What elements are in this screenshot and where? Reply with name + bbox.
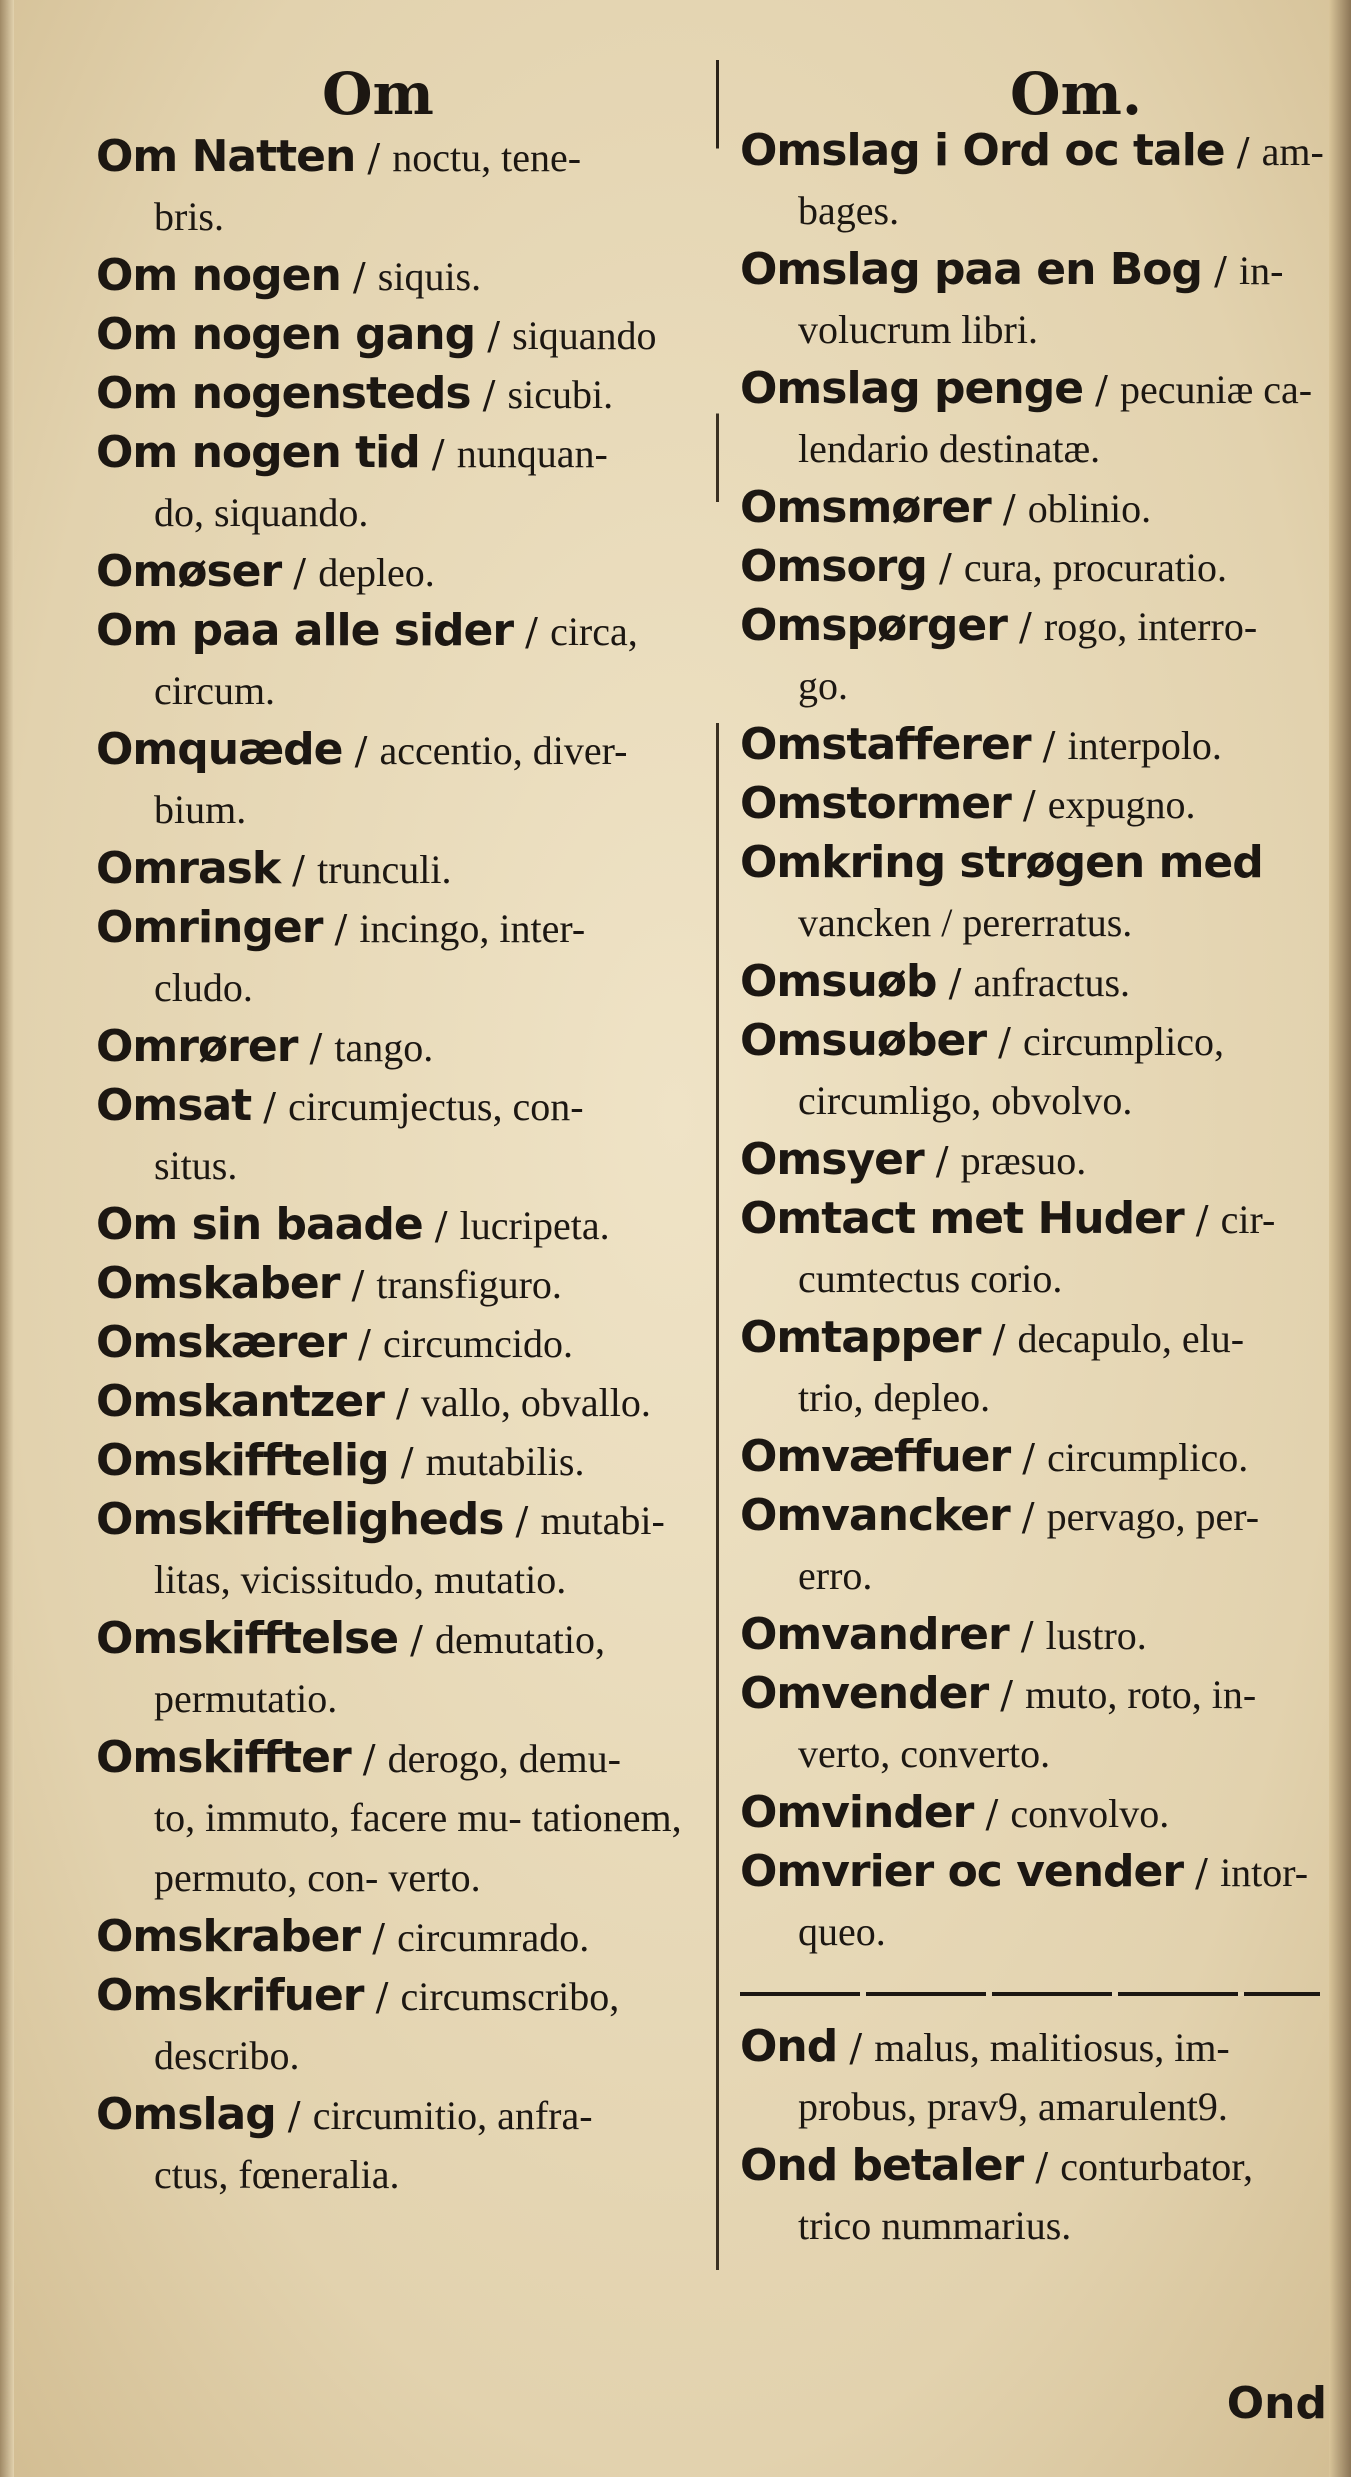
entry-continuation: describo. — [154, 2033, 300, 2078]
running-head-right: Om. — [1010, 60, 1143, 128]
dictionary-entry — [740, 1843, 1332, 1962]
dictionary-entry — [740, 122, 1332, 241]
catchword: Ond — [1226, 2378, 1327, 2429]
entry-definition: accentio, diver- — [379, 728, 628, 773]
entry-headword: Om Natten — [96, 131, 356, 182]
entry-continuation: cumtectus corio. — [798, 1256, 1063, 1301]
entry-definition: expugno. — [1047, 782, 1196, 827]
entry-continuation: trico nummarius. — [798, 2203, 1072, 2248]
entry-headword: Omringer — [96, 902, 323, 953]
entry-definition: circumrado. — [397, 1915, 590, 1960]
entry-continuation: vancken / pererratus. — [798, 900, 1133, 945]
entry-definition: interpolo. — [1067, 723, 1222, 768]
page-edge-right — [1329, 0, 1351, 2477]
entry-separator: / — [280, 848, 318, 892]
entry-definition: præsuo. — [960, 1138, 1087, 1183]
entry-headword: Ond betaler — [740, 2140, 1024, 2191]
entry-headword: Omskiffteligheds — [96, 1494, 504, 1545]
entry-definition: lustro. — [1045, 1613, 1147, 1658]
left-column — [96, 128, 708, 2205]
dictionary-entry — [96, 365, 708, 424]
dictionary-entry — [740, 1309, 1332, 1428]
entry-separator: / — [1006, 605, 1044, 649]
entry-definition: vallo, obvallo. — [420, 1380, 651, 1425]
entry-separator: / — [1201, 249, 1239, 293]
entry-definition: in- — [1238, 248, 1284, 293]
entry-separator: / — [470, 373, 508, 417]
entry-headword: Omsyer — [740, 1134, 924, 1185]
dictionary-entry — [96, 1314, 708, 1373]
entry-separator: / — [1183, 1198, 1221, 1242]
entry-headword: Omskrifuer — [96, 1970, 364, 2021]
entry-headword: Omstormer — [740, 778, 1011, 829]
entry-continuation: circum. — [154, 668, 276, 713]
entry-definition: siquando — [512, 313, 657, 358]
entry-separator: / — [973, 1792, 1011, 1836]
entry-headword: Omvandrer — [740, 1609, 1009, 1660]
entry-continuation: go. — [798, 663, 848, 708]
entry-definition: cir- — [1220, 1197, 1276, 1242]
dictionary-entry — [96, 424, 708, 543]
entry-continuation: erro. — [798, 1553, 873, 1598]
entry-separator: / — [422, 1204, 460, 1248]
entry-definition: demutatio, — [435, 1617, 605, 1662]
dictionary-entry — [96, 602, 708, 721]
entry-headword: Om nogensteds — [96, 368, 471, 419]
entry-definition: muto, roto, in- — [1025, 1672, 1257, 1717]
entry-separator: / — [1083, 368, 1120, 412]
entry-continuation: circumligo, obvolvo. — [798, 1078, 1133, 1123]
entry-separator: / — [936, 961, 974, 1005]
entry-headword: Omskifftelse — [96, 1613, 399, 1664]
entry-headword: Omtapper — [740, 1312, 981, 1363]
entry-definition: transfiguro. — [376, 1262, 562, 1307]
entry-separator: / — [1010, 783, 1048, 827]
entry-headword: Omsat — [96, 1080, 252, 1131]
entry-headword: Omstafferer — [740, 719, 1031, 770]
entry-headword: Omslag — [96, 2089, 276, 2140]
entry-headword: Omvrier oc vender — [740, 1846, 1184, 1897]
dictionary-entry — [96, 1255, 708, 1314]
entry-continuation: probus, prav9, amarulent9. — [798, 2084, 1228, 2129]
dictionary-entry — [740, 834, 1332, 953]
entry-headword: Om paa alle sider — [96, 605, 514, 656]
entry-headword: Omsorg — [740, 541, 927, 592]
entry-headword: Omtact met Huder — [740, 1193, 1184, 1244]
entry-separator: / — [398, 1618, 436, 1662]
entry-continuation: bages. — [798, 188, 900, 233]
entry-definition: mutabi- — [540, 1498, 665, 1543]
dictionary-entry — [740, 953, 1332, 1012]
entry-definition: circumcido. — [383, 1321, 573, 1366]
entry-continuation: verto, converto. — [798, 1731, 1051, 1776]
entry-definition: siquis. — [377, 254, 482, 299]
dictionary-entry — [740, 360, 1332, 479]
entry-separator: / — [837, 2026, 875, 2070]
entry-continuation: cludo. — [154, 965, 253, 1010]
dictionary-entry — [96, 899, 708, 1018]
entry-separator: / — [355, 136, 393, 180]
entry-headword: Omquæde — [96, 724, 343, 775]
dictionary-entry — [96, 1373, 708, 1432]
entry-separator: / — [1224, 130, 1262, 174]
entry-definition: malus, malitiosus, im- — [874, 2025, 1230, 2070]
entry-headword: Omøser — [96, 546, 282, 597]
dictionary-entry — [740, 1012, 1332, 1131]
entry-headword: Omrører — [96, 1021, 298, 1072]
entry-headword: Omskifftelig — [96, 1435, 389, 1486]
entry-continuation: trio, depleo. — [798, 1375, 991, 1420]
dictionary-entry — [96, 1196, 708, 1255]
entry-continuation: ctus, fœneralia. — [154, 2152, 400, 2197]
dictionary-entry — [96, 543, 708, 602]
entry-definition: anfractus. — [973, 960, 1131, 1005]
entry-separator: / — [419, 432, 457, 476]
entry-definition: rogo, interro- — [1043, 604, 1258, 649]
dictionary-entry — [96, 840, 708, 899]
entry-continuation: to, immuto, facere mu- tationem, permuto, con- verto. — [154, 1795, 682, 1900]
dictionary-entry — [740, 2137, 1332, 2256]
entry-headword: Omskantzer — [96, 1376, 384, 1427]
entry-separator: / — [297, 1026, 335, 1070]
entry-headword: Om nogen — [96, 250, 341, 301]
dictionary-entry — [96, 721, 708, 840]
entry-definition: circumitio, anfra- — [312, 2093, 593, 2138]
dictionary-entry — [96, 1018, 708, 1077]
entry-definition: circumscribo, — [400, 1974, 620, 2019]
entry-definition: sicubi. — [507, 372, 614, 417]
entry-definition: convolvo. — [1010, 1791, 1170, 1836]
entry-separator: / — [251, 1085, 289, 1129]
entry-headword: Omslag paa en Bog — [740, 244, 1202, 295]
entry-separator: / — [383, 1381, 421, 1425]
entry-headword: Omskraber — [96, 1911, 361, 1962]
entry-definition: trunculi. — [317, 847, 452, 892]
entry-headword: Omskaber — [96, 1258, 340, 1309]
entry-separator: / — [1009, 1495, 1047, 1539]
entry-separator: / — [281, 551, 319, 595]
entry-separator: / — [342, 729, 380, 773]
entry-headword: Om sin baade — [96, 1199, 423, 1250]
dictionary-entry — [96, 306, 708, 365]
entry-headword: Omsuøber — [740, 1015, 987, 1066]
entry-separator: / — [1010, 1436, 1048, 1480]
entry-definition: incingo, inter- — [359, 906, 586, 951]
dictionary-entry — [740, 538, 1332, 597]
dictionary-entry — [740, 1606, 1332, 1665]
running-head-left: Om — [322, 60, 434, 128]
entry-definition: lucripeta. — [459, 1203, 610, 1248]
dictionary-entry — [740, 597, 1332, 716]
entry-continuation: lendario destinatæ. — [798, 426, 1101, 471]
entry-continuation: litas, vicissitudo, mutatio. — [154, 1557, 567, 1602]
entry-continuation: bium. — [154, 787, 247, 832]
dictionary-entry — [740, 241, 1332, 360]
entry-headword: Omsuøb — [740, 956, 937, 1007]
entry-separator: / — [1008, 1614, 1046, 1658]
entry-separator: / — [322, 907, 360, 951]
column-divider — [716, 60, 719, 2270]
entry-headword: Omslag i Ord oc tale — [740, 125, 1225, 176]
entry-separator: / — [980, 1317, 1018, 1361]
entry-separator: / — [923, 1139, 961, 1183]
entry-separator: / — [388, 1440, 426, 1484]
entry-definition: noctu, tene- — [392, 135, 582, 180]
section-rule — [740, 1992, 1320, 1996]
entry-separator: / — [513, 610, 551, 654]
entry-headword: Omvæffuer — [740, 1431, 1011, 1482]
page-edge-left — [0, 0, 14, 2477]
entry-headword: Ond — [740, 2021, 838, 2072]
right-column — [740, 122, 1332, 2256]
entry-separator: / — [988, 1673, 1026, 1717]
entry-separator: / — [990, 487, 1028, 531]
dictionary-entry — [740, 1784, 1332, 1843]
entry-separator: / — [1030, 724, 1068, 768]
entry-separator: / — [339, 1263, 377, 1307]
entry-separator: / — [360, 1916, 398, 1960]
entry-definition: circumplico, — [1023, 1019, 1225, 1064]
entry-separator: / — [350, 1737, 388, 1781]
entry-headword: Omvancker — [740, 1490, 1010, 1541]
entry-separator: / — [1023, 2145, 1061, 2189]
entry-continuation: situs. — [154, 1143, 238, 1188]
dictionary-entry — [740, 716, 1332, 775]
entry-headword: Omskærer — [96, 1317, 347, 1368]
entry-continuation: queo. — [798, 1909, 886, 1954]
entry-definition: circa, — [550, 609, 638, 654]
entry-headword: Omrask — [96, 843, 281, 894]
entry-headword: Omvender — [740, 1668, 989, 1719]
dictionary-entry — [96, 247, 708, 306]
entry-headword: Om nogen gang — [96, 309, 476, 360]
entry-definition: depleo. — [318, 550, 435, 595]
dictionary-entry — [96, 128, 708, 247]
entry-headword: Omvinder — [740, 1787, 974, 1838]
entry-definition: decapulo, elu- — [1017, 1316, 1245, 1361]
entry-separator: / — [1183, 1851, 1221, 1895]
entry-separator: / — [340, 255, 378, 299]
entry-definition: nunquan- — [456, 431, 608, 476]
entry-definition: circumjectus, con- — [288, 1084, 584, 1129]
entry-continuation: bris. — [154, 194, 224, 239]
dictionary-entry — [740, 775, 1332, 834]
entry-definition: oblinio. — [1027, 486, 1152, 531]
dictionary-entry — [96, 1491, 708, 1610]
dictionary-entry — [96, 1908, 708, 1967]
entry-definition: pervago, per- — [1046, 1494, 1260, 1539]
dictionary-entry — [740, 1487, 1332, 1606]
entry-separator: / — [986, 1020, 1023, 1064]
entry-definition: tango. — [334, 1025, 434, 1070]
dictionary-entry — [740, 1131, 1332, 1190]
entry-separator: / — [363, 1975, 401, 2019]
entry-definition: conturbator, — [1060, 2144, 1253, 2189]
entry-headword: Omspørger — [740, 600, 1007, 651]
entry-definition: intor- — [1220, 1850, 1309, 1895]
entry-definition: cura, procuratio. — [963, 545, 1228, 590]
entry-headword: Omkring strøgen med — [740, 837, 1263, 888]
entry-definition: circumplico. — [1047, 1435, 1249, 1480]
dictionary-entry — [96, 1077, 708, 1196]
dictionary-entry — [740, 1190, 1332, 1309]
dictionary-entry — [740, 2018, 1332, 2137]
dictionary-entry — [740, 479, 1332, 538]
entry-definition: pecuniæ ca- — [1120, 367, 1313, 412]
entry-headword: Om nogen tid — [96, 427, 420, 478]
dictionary-entry — [96, 1729, 708, 1908]
entry-definition: mutabilis. — [425, 1439, 585, 1484]
entry-separator: / — [926, 546, 964, 590]
entry-definition: am- — [1261, 129, 1324, 174]
entry-continuation: permutatio. — [154, 1676, 338, 1721]
dictionary-entry — [740, 1428, 1332, 1487]
entry-headword: Omsmører — [740, 482, 991, 533]
dictionary-entry — [96, 1610, 708, 1729]
entry-separator: / — [503, 1499, 541, 1543]
entry-continuation: do, siquando. — [154, 490, 369, 535]
dictionary-entry — [96, 2086, 708, 2205]
dictionary-entry — [96, 1432, 708, 1491]
entry-definition: derogo, demu- — [387, 1736, 621, 1781]
entry-continuation: volucrum libri. — [798, 307, 1038, 352]
entry-headword: Omskiffter — [96, 1732, 351, 1783]
entry-separator: / — [346, 1322, 384, 1366]
entry-separator: / — [275, 2094, 313, 2138]
dictionary-entry — [96, 1967, 708, 2086]
dictionary-entry — [740, 1665, 1332, 1784]
entry-headword: Omslag penge — [740, 363, 1084, 414]
entry-separator: / — [475, 314, 513, 358]
